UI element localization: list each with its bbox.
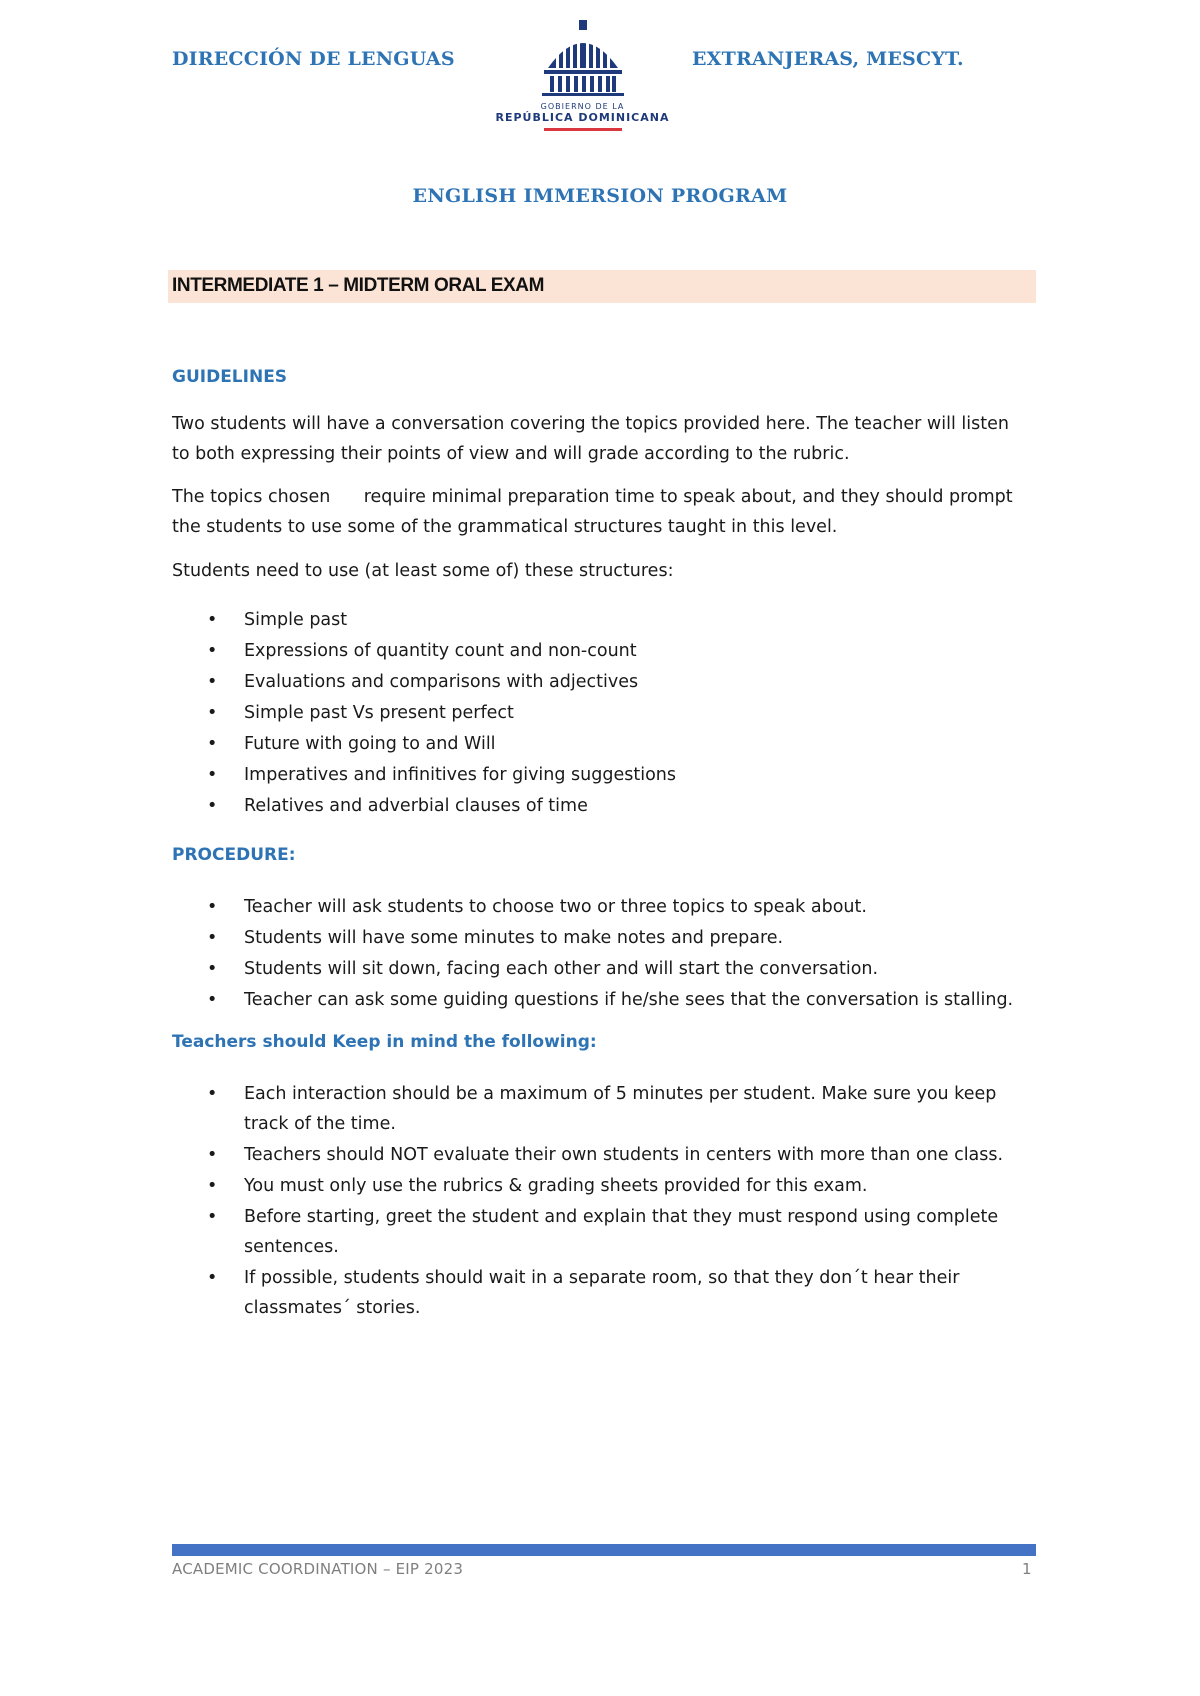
procedure-heading: PROCEDURE: bbox=[172, 845, 296, 865]
logo-line-2: REPÚBLICA DOMINICANA bbox=[495, 111, 670, 124]
header-right-text: EXTRANJERAS, MESCYT. bbox=[692, 48, 964, 70]
logo-red-bar bbox=[544, 128, 622, 131]
list-item: • Relatives and adverbial clauses of time bbox=[172, 791, 1032, 821]
bullet-icon: • bbox=[207, 959, 218, 979]
header-left-text: DIRECCIÓN DE LENGUAS bbox=[172, 48, 455, 70]
bullet-icon: • bbox=[207, 897, 218, 917]
list-item: • If possible, students should wait in a separate room, so that they don´t hear their classmates´ stories. bbox=[172, 1263, 1032, 1323]
guidelines-paragraph-3: Students need to use (at least some of) these structures: bbox=[172, 561, 674, 581]
list-item: • Each interaction should be a maximum of 5 minutes per student. Make sure you keep track of the time. bbox=[172, 1079, 1032, 1139]
bullet-icon: • bbox=[207, 641, 218, 661]
list-item: • Before starting, greet the student and explain that they must respond using complete sentences. bbox=[172, 1202, 1032, 1262]
list-item: • Simple past Vs present perfect bbox=[172, 698, 1032, 728]
footer-bar bbox=[172, 1544, 1036, 1556]
bullet-icon: • bbox=[207, 1084, 218, 1104]
list-item: • Imperatives and infinitives for giving suggestions bbox=[172, 760, 1032, 790]
bullet-icon: • bbox=[207, 1145, 218, 1165]
government-logo bbox=[490, 18, 675, 143]
bullet-icon: • bbox=[207, 672, 218, 692]
bullet-icon: • bbox=[207, 928, 218, 948]
dome-emblem-icon bbox=[538, 18, 628, 98]
page-number: 1 bbox=[1022, 1560, 1032, 1578]
guidelines-paragraph-1: Two students will have a conversation covering the topics provided here. The teacher will listen to both expressing their points of view and will grade according to the rubric. bbox=[172, 414, 1009, 464]
guidelines-paragraph-2: The topics chosen require minimal preparation time to speak about, and they should prompt the students to use some of the grammatical structures taught in this level. bbox=[172, 487, 1019, 537]
list-item: • You must only use the rubrics & grading sheets provided for this exam. bbox=[172, 1171, 1032, 1201]
list-item: • Simple past bbox=[172, 605, 1032, 635]
keep-in-mind-heading: Teachers should Keep in mind the following: bbox=[172, 1032, 597, 1052]
bullet-icon: • bbox=[207, 734, 218, 754]
exam-title: INTERMEDIATE 1 – MIDTERM ORAL EXAM bbox=[172, 275, 545, 296]
bullet-icon: • bbox=[207, 765, 218, 785]
bullet-icon: • bbox=[207, 1176, 218, 1196]
list-item: • Students will have some minutes to make notes and prepare. bbox=[172, 923, 1032, 953]
list-item: • Teacher will ask students to choose two or three topics to speak about. bbox=[172, 892, 1032, 922]
bullet-icon: • bbox=[207, 1207, 218, 1227]
bullet-icon: • bbox=[207, 610, 218, 630]
keep-in-mind-list bbox=[172, 1079, 1032, 1324]
structures-list bbox=[172, 605, 1032, 822]
list-item: • Teacher can ask some guiding questions if he/she sees that the conversation is stalling. bbox=[172, 985, 1032, 1015]
bullet-icon: • bbox=[207, 1268, 218, 1288]
list-item: • Evaluations and comparisons with adjectives bbox=[172, 667, 1032, 697]
bullet-icon: • bbox=[207, 796, 218, 816]
list-item: • Expressions of quantity count and non-count bbox=[172, 636, 1032, 666]
list-item: • Students will sit down, facing each other and will start the conversation. bbox=[172, 954, 1032, 984]
list-item: • Teachers should NOT evaluate their own students in centers with more than one class. bbox=[172, 1140, 1032, 1170]
footer-text: ACADEMIC COORDINATION – EIP 2023 bbox=[172, 1560, 464, 1578]
list-item: • Future with going to and Will bbox=[172, 729, 1032, 759]
procedure-list bbox=[172, 892, 1032, 1016]
logo-line-1: GOBIERNO DE LA bbox=[540, 102, 625, 111]
guidelines-heading: GUIDELINES bbox=[172, 367, 288, 387]
bullet-icon: • bbox=[207, 703, 218, 723]
program-title: ENGLISH IMMERSION PROGRAM bbox=[412, 185, 788, 207]
bullet-icon: • bbox=[207, 990, 218, 1010]
